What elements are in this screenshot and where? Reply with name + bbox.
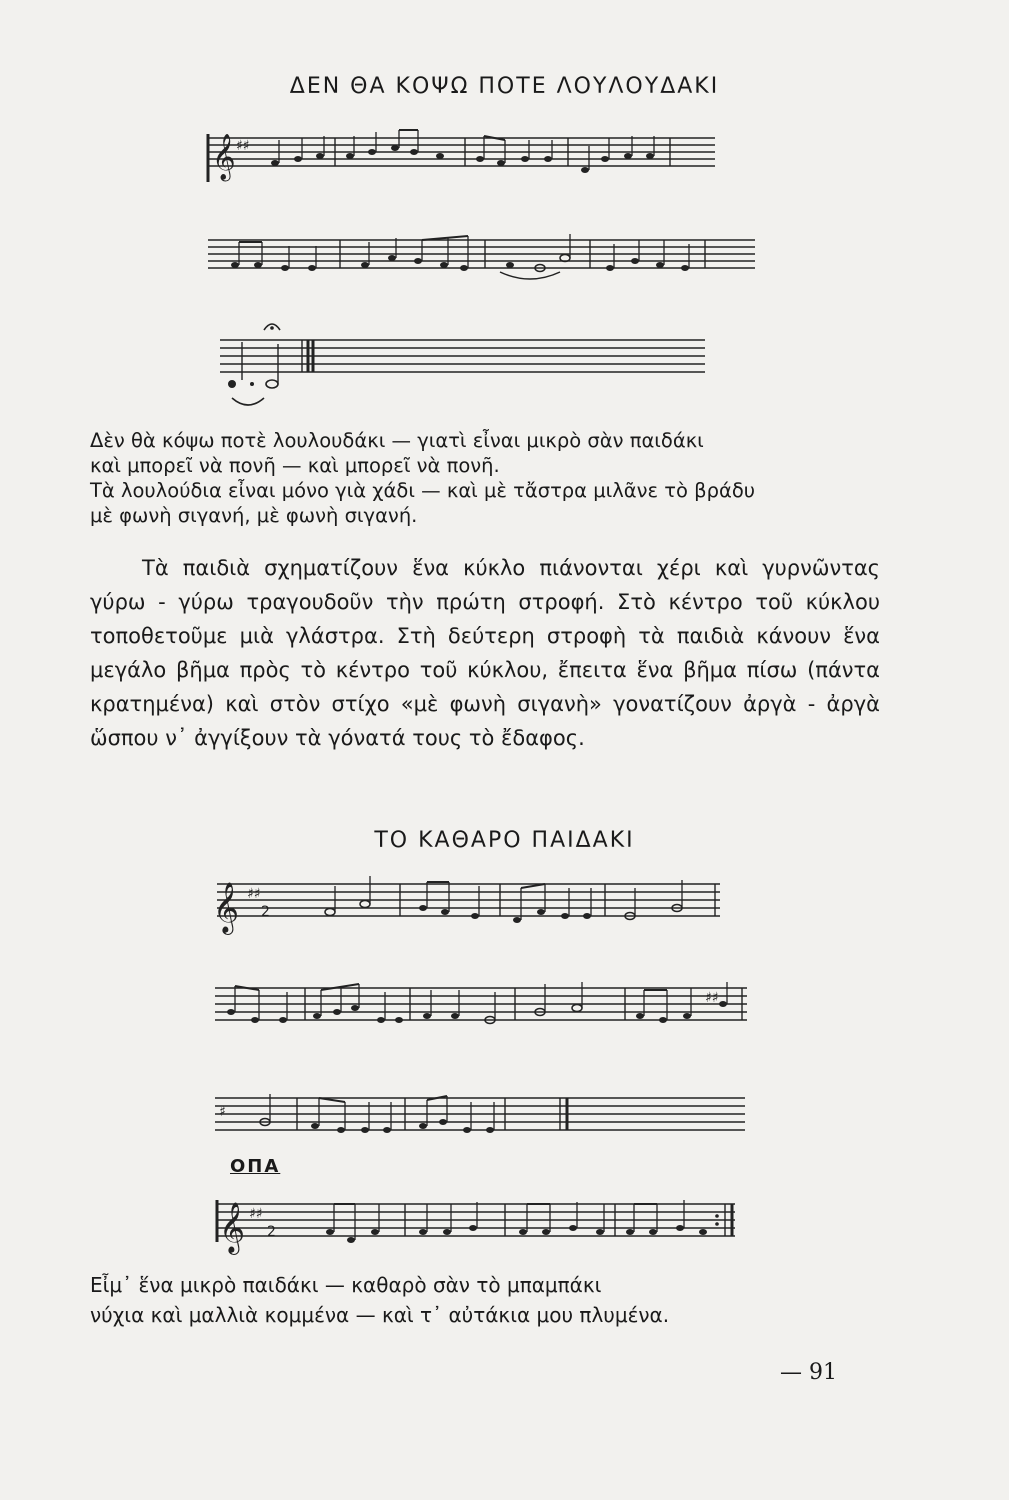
lyric-line: καὶ μπορεῖ νὰ πονῆ — καὶ μπορεῖ νὰ πονῆ.	[90, 454, 500, 477]
lyric-line: Τὰ λουλούδια εἶναι μόνο γιὰ χάδι — καὶ μὲ τἄστρα μιλᾶνε τὸ βράδυ	[90, 479, 756, 502]
svg-text:♯♯: ♯♯	[236, 138, 250, 154]
music-staff-3	[200, 312, 710, 412]
lyric-line: Εἶμ᾿ ἕνα μικρὸ παιδάκι — καθαρὸ σὰν τὸ μπαμπάκι	[90, 1273, 602, 1297]
svg-text:2: 2	[267, 1224, 276, 1240]
opa-section-label: ΟΠΑ	[230, 1156, 281, 1177]
song-title-2: ΤΟ ΚΑΘΑΡΟ ΠΑΙΔΑΚΙ	[374, 828, 635, 853]
svg-text:♯♯: ♯♯	[705, 990, 719, 1006]
svg-text:♯♯: ♯♯	[249, 1206, 263, 1222]
svg-text:♯: ♯	[219, 1104, 226, 1120]
music-staff-2	[200, 228, 760, 292]
song1-instructions	[90, 551, 880, 755]
lyric-line: νύχια καὶ μαλλιὰ κομμένα — καὶ τ᾿ αὐτάκια μου πλυμένα.	[90, 1303, 670, 1327]
music-staff-1	[200, 126, 720, 190]
music-staff-6	[205, 1086, 750, 1146]
music-staff-7	[205, 1186, 740, 1256]
svg-text:♯♯: ♯♯	[247, 886, 261, 902]
lyric-line: μὲ φωνὴ σιγανή, μὲ φωνὴ σιγανή.	[90, 504, 418, 527]
svg-text:2: 2	[261, 904, 270, 920]
lyric-line: Δὲν θὰ κόψω ποτὲ λουλουδάκι — γιατὶ εἶναι μικρὸ σὰν παιδάκι	[90, 429, 704, 452]
page-number: — 91	[780, 1360, 837, 1385]
song2-lyrics	[90, 1270, 880, 1330]
instructions-paragraph: Τὰ παιδιὰ σχηματίζουν ἕνα κύκλο πιάνονται χέρι καὶ γυρνῶντας γύρω - γύρω τραγουδοῦν τὴν πρώτη στροφή. Στὸ κέντρο τοῦ κύκλου τοποθετοῦμε μιὰ γλάστρα. Στὴ δεύτερη στροφὴ τὰ παιδιὰ κάνουν ἕνα μεγάλο βῆμα πρὸς τὸ κέντρο τοῦ κύκλου, ἔπειτα ἕνα βῆμα πίσω (πάντα κρατημένα) καὶ στὸν στίχο «μὲ φωνὴ σιγανὴ» γονατίζουν ἀργὰ - ἀργὰ ὥσπου ν᾿ ἀγγίξουν τὰ γόνατά τους τὸ ἔδαφος.	[90, 556, 880, 750]
svg-text:𝄞: 𝄞	[212, 134, 236, 180]
svg-text:𝄞: 𝄞	[219, 1202, 246, 1253]
song1-lyrics	[90, 428, 880, 528]
music-staff-5	[205, 976, 755, 1036]
song-title-1: ΔΕΝ ΘΑ ΚΟΨΩ ΠΟΤΕ ΛΟΥΛΟΥΔΑΚΙ	[289, 74, 720, 99]
music-staff-4	[205, 866, 725, 936]
svg-text:𝄞: 𝄞	[213, 882, 240, 933]
